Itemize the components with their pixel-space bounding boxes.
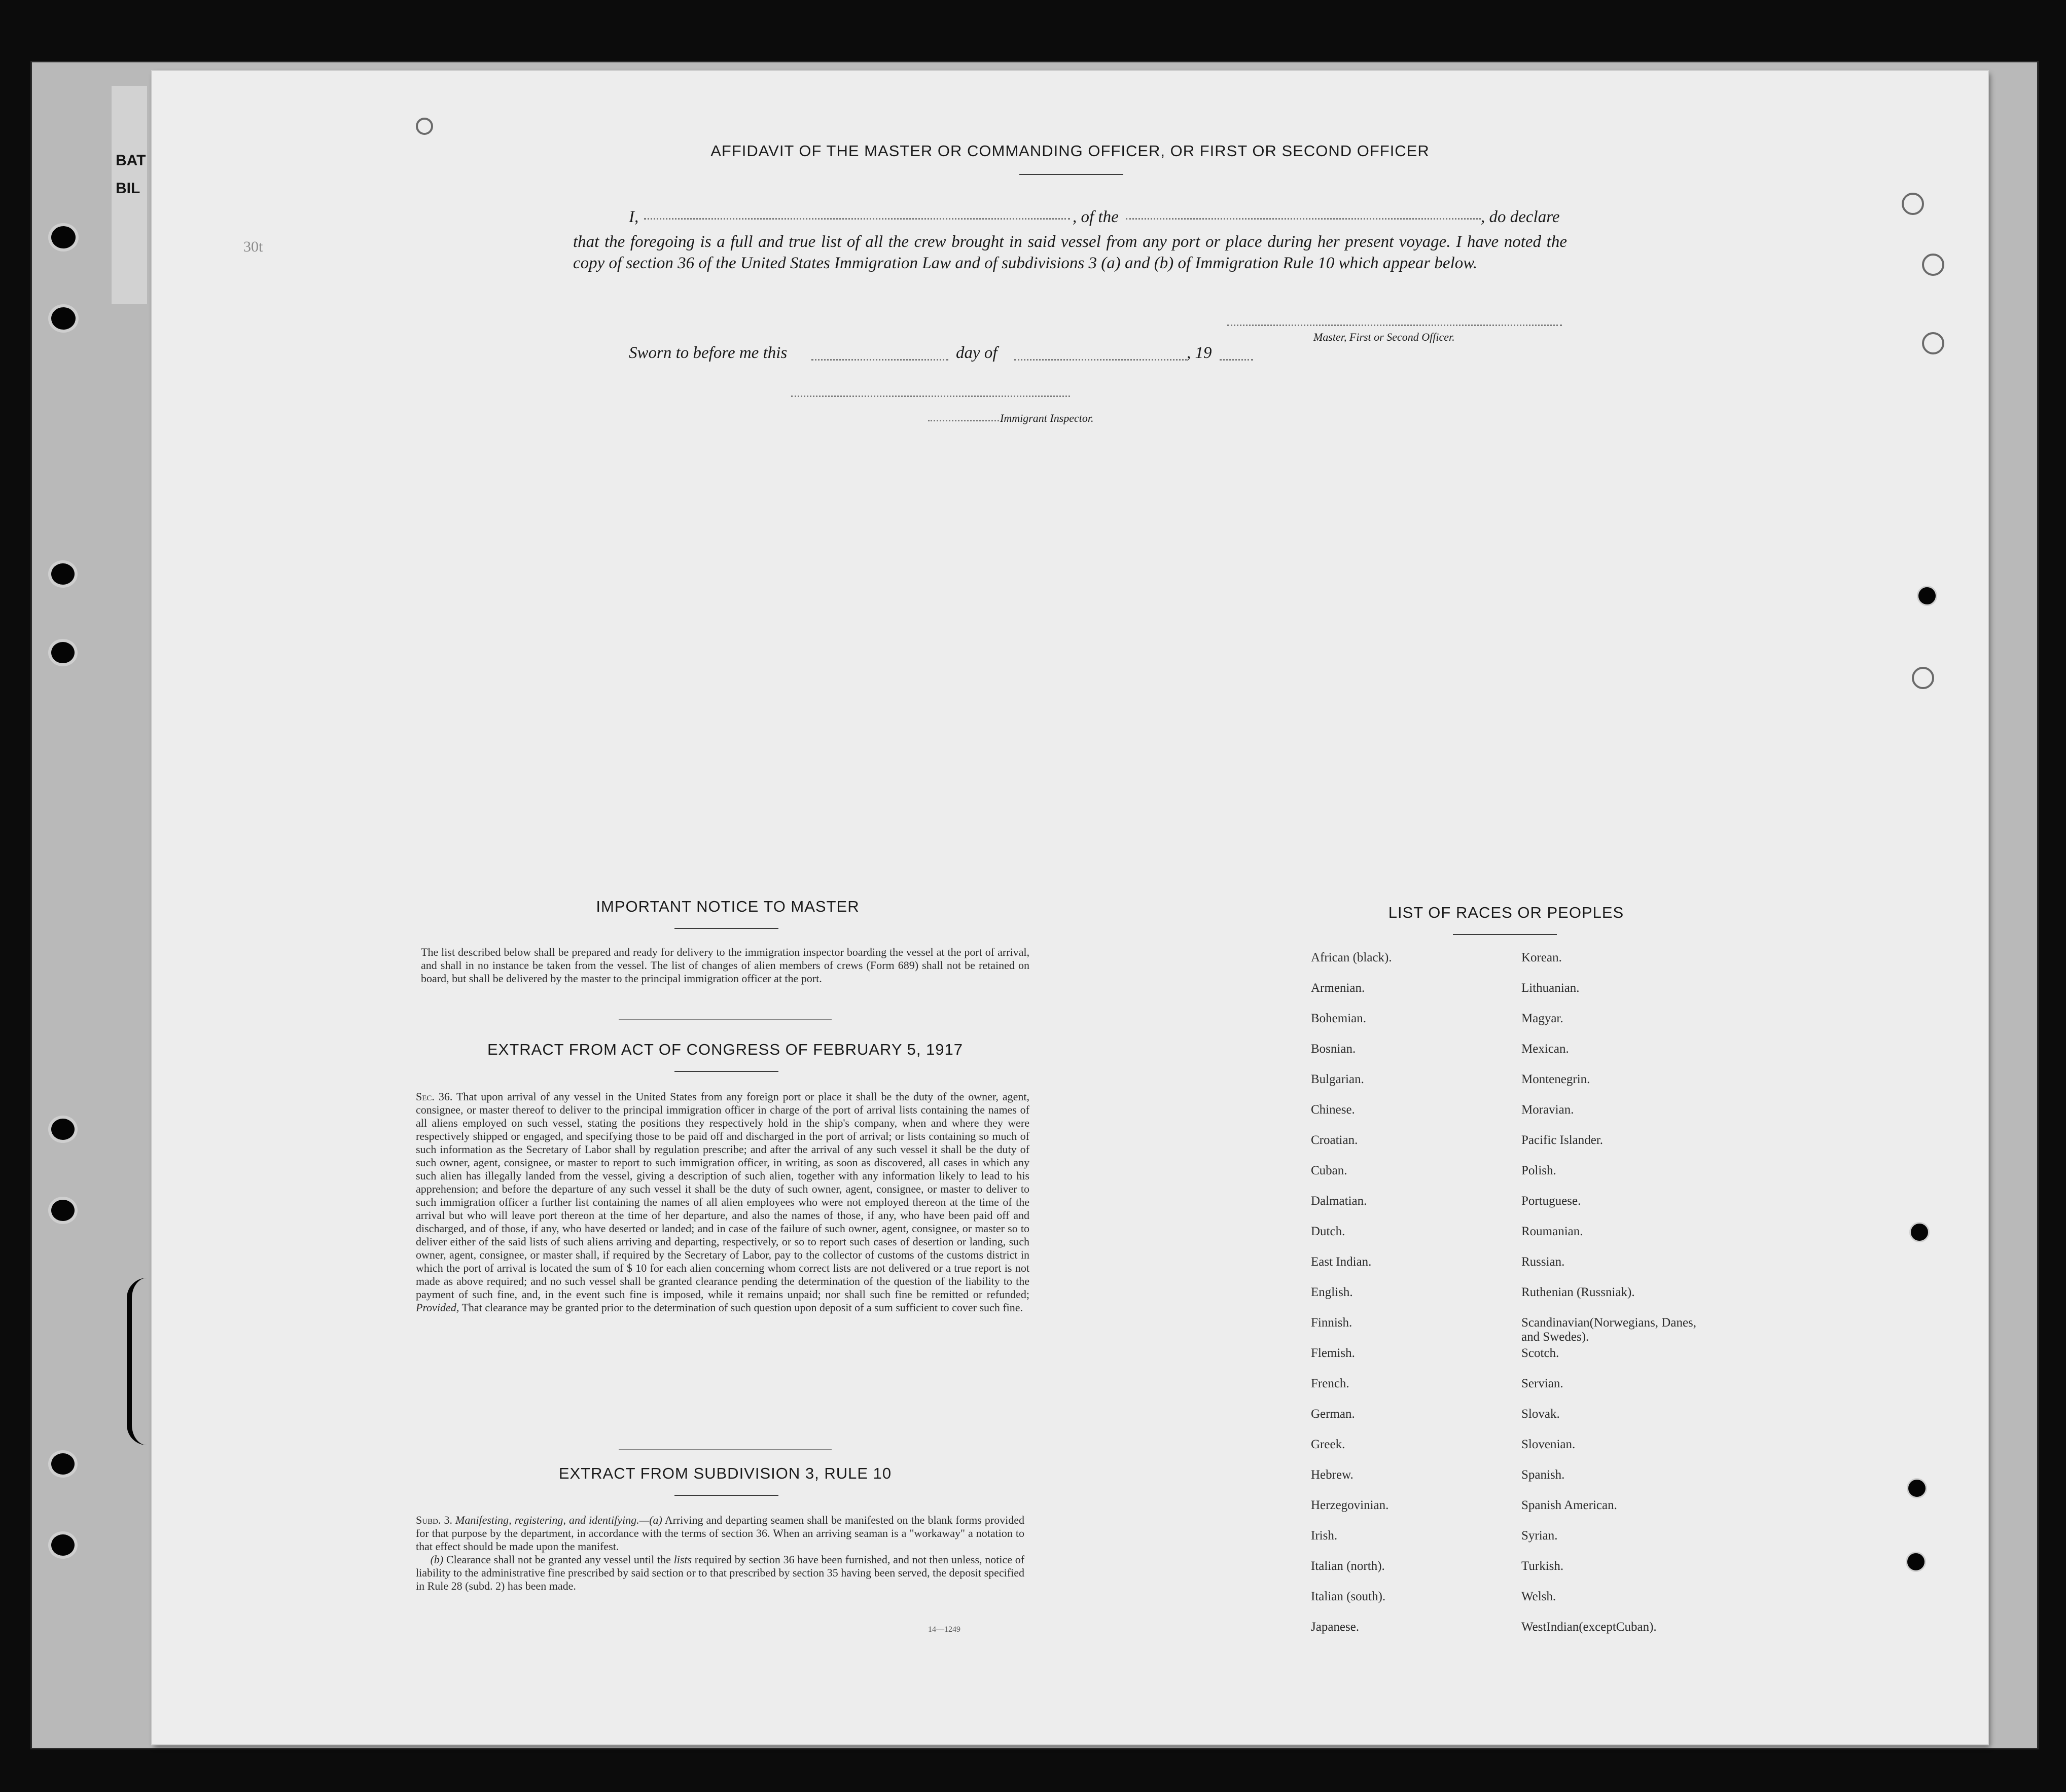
vessel-blank-line	[1126, 218, 1481, 220]
race-item: Welsh.	[1521, 1590, 1556, 1603]
race-item: Servian.	[1521, 1377, 1563, 1390]
race-item: Irish.	[1311, 1529, 1338, 1543]
rule-title-rule	[674, 1495, 778, 1496]
race-item: Dutch.	[1311, 1225, 1345, 1238]
race-item: Spanish.	[1521, 1468, 1565, 1482]
binding-hole-icon	[1912, 667, 1934, 689]
race-item: Flemish.	[1311, 1346, 1355, 1360]
race-item: Chinese.	[1311, 1103, 1355, 1117]
binding-hole-icon	[48, 560, 78, 588]
races-right-column	[1521, 951, 1714, 1651]
race-item: Ruthenian (Russniak).	[1521, 1285, 1635, 1299]
master-caption: Master, First or Second Officer.	[1313, 331, 1455, 343]
races-rule	[1453, 934, 1557, 935]
race-item: Roumanian.	[1521, 1225, 1583, 1238]
race-item: Japanese.	[1311, 1620, 1360, 1634]
rule-subd-label: Subd. 3.	[416, 1514, 452, 1526]
sworn-label: Sworn to before me this	[629, 344, 788, 362]
act-rule	[674, 1071, 778, 1072]
rule-text	[416, 1514, 1024, 1593]
race-item: WestIndian(exceptCuban).	[1521, 1620, 1657, 1634]
notice-title: IMPORTANT NOTICE TO MASTER	[596, 898, 860, 915]
margin-stamp-line-2: BIL	[116, 180, 140, 197]
act-provided-label: Provided,	[416, 1301, 459, 1314]
inspector-caption: Immigrant Inspector.	[1000, 412, 1094, 424]
form-number: 14—1249	[928, 1625, 960, 1634]
sworn-year-line	[1220, 359, 1253, 361]
race-item: Bosnian.	[1311, 1042, 1356, 1056]
binding-hole-icon	[48, 1116, 78, 1143]
notice-text: The list described below shall be prepared and ready for delivery to the immigration inspector boarding the vessel at the port of arrival, and shall in no instance be taken from the vessel. The list of changes of alien members of crews (Form 689) shall not be retained on board, but shall be delivered by the master to the principal immigration officer at the port.	[421, 946, 1029, 985]
inspector-caption-leader	[928, 420, 999, 421]
race-item: Spanish American.	[1521, 1498, 1617, 1512]
rule-para-b-2: required by section 36 have been furnished, and not then unless, notice of liability to the administrative fine prescribed by said section or to that prescribed by section 35 having been served, the deposit specified in Rule 28 (subd. 2) has been made.	[416, 1553, 1025, 1592]
race-item: Herzegovinian.	[1311, 1498, 1389, 1512]
race-item: Russian.	[1521, 1255, 1565, 1269]
notice-divider	[619, 1019, 832, 1020]
race-item: Bulgarian.	[1311, 1072, 1364, 1086]
margin-stamp-line-1: BAT	[116, 152, 146, 169]
binding-hole-icon	[48, 1531, 78, 1559]
act-divider	[619, 1449, 832, 1450]
races-left-column	[1311, 951, 1504, 1651]
sworn-day-line	[811, 359, 948, 361]
race-item: Syrian.	[1521, 1529, 1558, 1543]
race-item: East Indian.	[1311, 1255, 1372, 1269]
affidavit-do-declare-label: , do declare	[1481, 208, 1560, 226]
act-title: EXTRACT FROM ACT OF CONGRESS OF FEBRUARY 5, 1917	[487, 1041, 964, 1058]
name-blank-line	[644, 218, 1070, 220]
act-text	[416, 1090, 1029, 1314]
binding-hole-icon	[48, 304, 79, 333]
binding-hole-icon	[1906, 1552, 1926, 1572]
affidavit-of-the-label: , of the	[1073, 208, 1119, 226]
race-item: Korean.	[1521, 951, 1562, 964]
affidavit-title: AFFIDAVIT OF THE MASTER OR COMMANDING OFFICER, OR FIRST OR SECOND OFFICER	[710, 142, 1430, 160]
rule-subd-heading: Manifesting, registering, and identifying.—(a)	[455, 1514, 662, 1526]
race-item: Italian (south).	[1311, 1590, 1386, 1603]
inspector-signature-line	[791, 396, 1070, 397]
rule-lists-word: lists	[673, 1553, 692, 1566]
race-item: Portuguese.	[1521, 1194, 1581, 1208]
page-mark: 30t	[243, 238, 263, 255]
race-item: Slovenian.	[1521, 1438, 1576, 1451]
affidavit-i-label: I,	[629, 208, 639, 226]
act-provided-text: That clearance may be granted prior to the determination of such question upon deposit of a sum sufficient to cover such fine.	[461, 1301, 1023, 1314]
master-signature-line	[1227, 325, 1562, 326]
race-item: Finnish.	[1311, 1316, 1352, 1330]
sworn-month-line	[1014, 359, 1187, 361]
race-item: Croatian.	[1311, 1133, 1358, 1147]
race-item: African (black).	[1311, 951, 1392, 964]
act-body: That upon arrival of any vessel in the United States from any foreign port or place it shall be the duty of the owner, agent, consignee, or master thereof to deliver to the principal immigration officer in charge of the port of arrival lists containing the names of all aliens employed on such vessel, stating the positions they respectively hold in the ship's company, when and where they were respectively shipped or engaged, and specifying those to be paid off and discharged in the port of arrival; or lists containing so much of such information as the Secretary of Labor shall by regulation prescribe; and after the arrival of any such vessel it shall be the duty of such owner, agent, consignee, or master to report to such immigration officer, in writing, as soon as discovered, all cases in which any such alien has illegally landed from the vessel, giving a description of such alien, together with any information likely to lead to his apprehension; and before the departure of any such vessel it shall be the duty of such owner, agent, consignee, or master to deliver to such immigration officer a further list containing the names of all alien employees who were not employed thereon at the time of the arrival but who will leave port thereon at the time of her departure, and also the names of those, if any, who have been paid off and discharged, and of those, if any, who have deserted or landed; and in case of the failure of such owner, agent, consignee, or master so to deliver either of the said lists of such aliens arriving and departing, respectively, or so to report such cases of desertion or landing, such owner, agent, consignee, or master shall, if required by the Secretary of Labor, pay to the collector of customs of the customs district in which the port of arrival is located the sum of $ 10 for each alien concerning whom correct lists are not delivered or a true report is not made as above required; and no such vessel shall be granted clearance pending the determination of the question of the liability to the payment of such fine, and, in the event such fine is imposed, while it remains unpaid; nor shall such fine be remitted or refunded;	[416, 1090, 1030, 1301]
rule-para-a: Arriving and departing seamen shall be manifested on the blank forms provided for that purpose by the department, in accordance with the terms of section 36. When an arriving seaman is a "workaway" a notation to that effect should be made upon the manifest.	[416, 1514, 1024, 1553]
day-of-label: day of	[956, 344, 998, 362]
race-item: Magyar.	[1521, 1012, 1563, 1025]
rule-para-b-1: Clearance shall not be granted any vessel until the	[446, 1553, 671, 1566]
race-item: Polish.	[1521, 1164, 1556, 1177]
race-item: English.	[1311, 1285, 1353, 1299]
race-item: Armenian.	[1311, 981, 1365, 995]
rule-title: EXTRACT FROM SUBDIVISION 3, RULE 10	[558, 1464, 892, 1482]
binding-hole-icon	[1922, 332, 1944, 354]
binding-hole-icon	[416, 118, 433, 135]
races-title: LIST OF RACES OR PEOPLES	[1388, 904, 1624, 921]
binding-hole-icon	[1909, 1222, 1930, 1242]
race-item: Scotch.	[1521, 1346, 1559, 1360]
race-item: Italian (north).	[1311, 1559, 1385, 1573]
year-label: , 19	[1187, 344, 1212, 362]
binding-hole-icon	[48, 223, 79, 252]
race-item: Dalmatian.	[1311, 1194, 1367, 1208]
binding-hole-icon	[1907, 1478, 1927, 1498]
race-item: German.	[1311, 1407, 1355, 1421]
race-item: French.	[1311, 1377, 1349, 1390]
race-item: Pacific Islander.	[1521, 1133, 1604, 1147]
race-item: Scandinavian(Norwegians, Danes, and Swedes).	[1521, 1316, 1697, 1344]
race-item: Turkish.	[1521, 1559, 1564, 1573]
race-item: Slovak.	[1521, 1407, 1560, 1421]
title-rule	[1019, 174, 1123, 175]
binding-hole-icon	[1917, 586, 1937, 606]
race-item: Greek.	[1311, 1438, 1345, 1451]
binding-hole-icon	[48, 1197, 78, 1224]
race-item: Mexican.	[1521, 1042, 1569, 1056]
binding-hole-icon	[1922, 254, 1944, 276]
binding-hole-icon	[48, 1450, 78, 1478]
binding-hole-icon	[48, 639, 78, 666]
act-section-label: Sec. 36.	[416, 1090, 453, 1103]
race-item: Moravian.	[1521, 1103, 1574, 1117]
race-item: Hebrew.	[1311, 1468, 1353, 1482]
affidavit-declaration: that the foregoing is a full and true list of all the crew brought in said vessel from any port or place during her present voyage. I have noted the copy of section 36 of the United States Immigration Law and of subdivisions 3 (a) and (b) of Immigration Rule 10 which appear below.	[573, 233, 1567, 272]
binding-cord	[127, 1278, 152, 1445]
rule-b-label: (b)	[430, 1553, 444, 1566]
race-item: Cuban.	[1311, 1164, 1347, 1177]
race-item: Montenegrin.	[1521, 1072, 1590, 1086]
notice-rule	[674, 928, 778, 929]
race-item: Bohemian.	[1311, 1012, 1367, 1025]
race-item: Lithuanian.	[1521, 981, 1580, 995]
binding-hole-icon	[1902, 193, 1924, 215]
